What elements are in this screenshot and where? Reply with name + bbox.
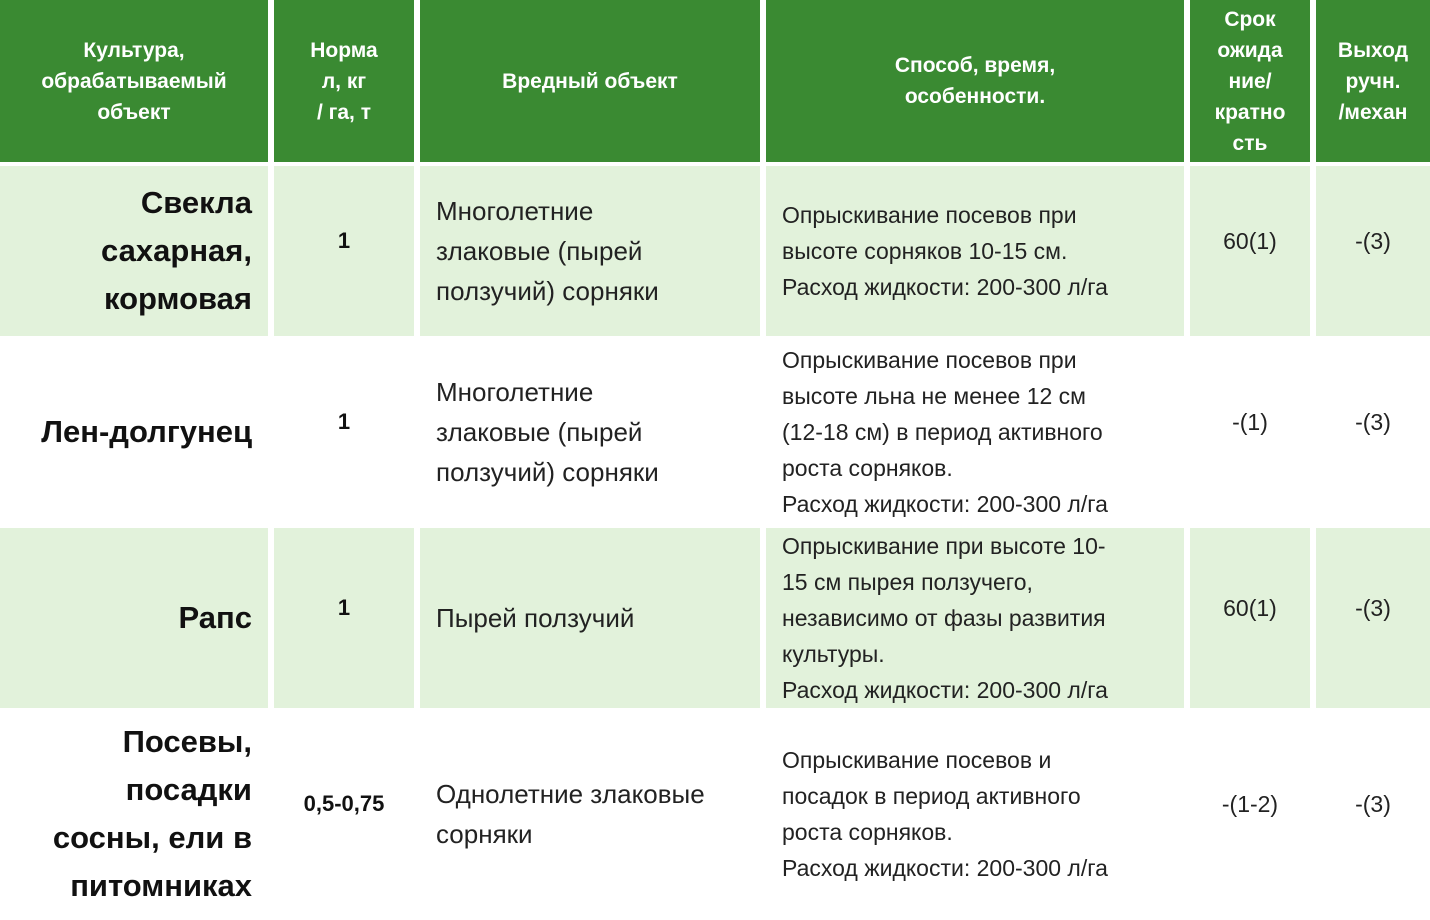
norm-cell: 0,5-0,75 [274,708,414,920]
exit-cell: -(3) [1316,708,1430,920]
norm-cell: 1 [274,528,414,708]
exit-cell: -(3) [1316,336,1430,528]
pest-cell: Многолетние злаковые (пырей ползучий) сорняки [420,166,760,336]
norm-cell: 1 [274,166,414,336]
wait-cell: 60(1) [1190,528,1310,708]
exit-cell: -(3) [1316,528,1430,708]
header-crop: Культура, обрабатываемый объект [0,0,268,166]
norm-cell: 1 [274,336,414,528]
header-pest: Вредный объект [420,0,760,166]
header-method: Способ, время, особенности. [766,0,1184,166]
crop-cell: Рапс [0,528,268,708]
pest-cell: Пырей ползучий [420,528,760,708]
crop-cell: Свекла сахарная, кормовая [0,166,268,336]
method-cell: Опрыскивание посевов при высоте сорняков 10-15 см. Расход жидкости: 200-300 л/га [766,166,1184,336]
exit-cell: -(3) [1316,166,1430,336]
wait-cell: -(1) [1190,336,1310,528]
method-cell: Опрыскивание посевов при высоте льна не менее 12 см (12-18 см) в период активного роста сорняков. Расход жидкости: 200-300 л/га [766,336,1184,528]
header-norm: Норма л, кг / га, т [274,0,414,166]
header-exit: Выход ручн. /механ [1316,0,1430,166]
pest-cell: Однолетние злаковые сорняки [420,708,760,920]
wait-cell: 60(1) [1190,166,1310,336]
wait-cell: -(1-2) [1190,708,1310,920]
pest-cell: Многолетние злаковые (пырей ползучий) сорняки [420,336,760,528]
header-wait: Срок ожида ние/ кратно сть [1190,0,1310,166]
crop-cell: Посевы, посадки сосны, ели в питомниках [0,708,268,920]
method-cell: Опрыскивание посевов и посадок в период активного роста сорняков. Расход жидкости: 200-300 л/га [766,708,1184,920]
crop-cell: Лен-долгунец [0,336,268,528]
method-cell: Опрыскивание при высоте 10- 15 см пырея ползучего, независимо от фазы развития культуры. Расход жидкости: 200-300 л/га [766,528,1184,708]
